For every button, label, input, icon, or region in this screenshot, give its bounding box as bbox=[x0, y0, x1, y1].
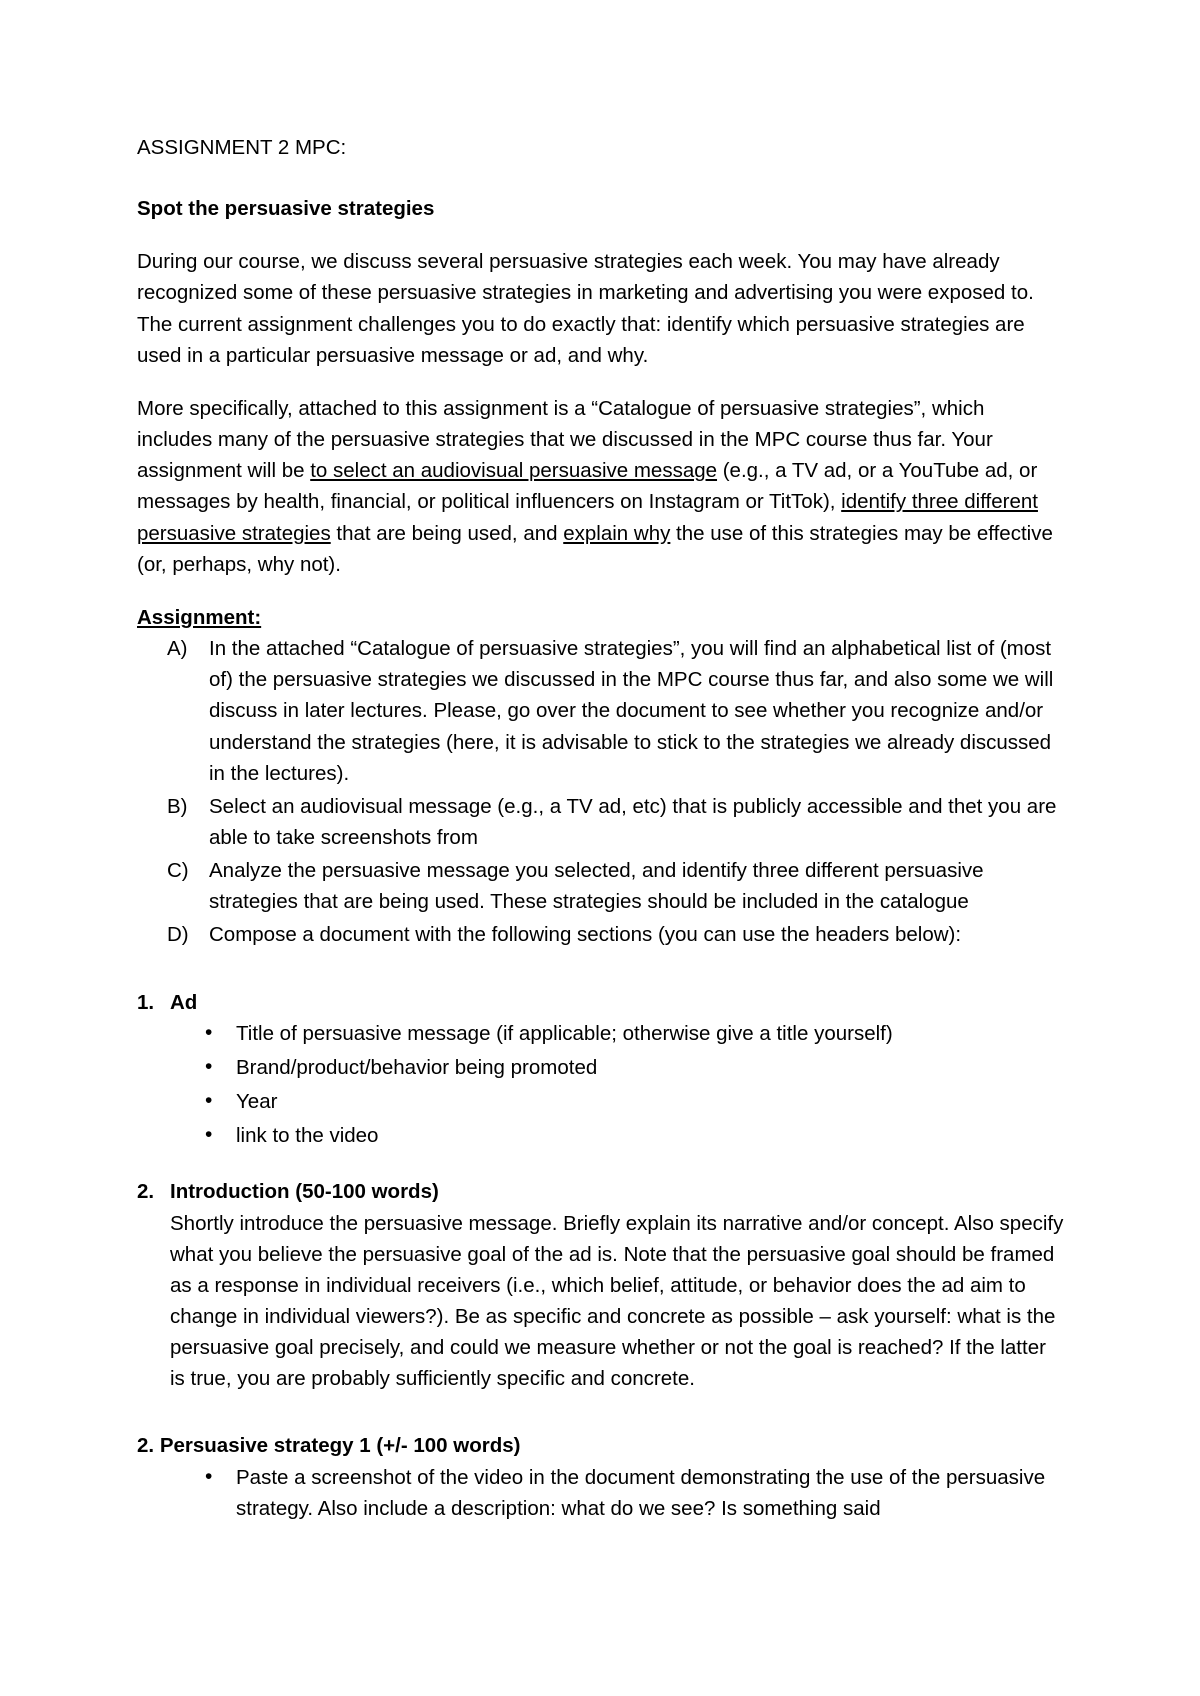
list-item-text: Select an audiovisual message (e.g., a TV ad, etc) that is publicly accessible and thet you are able to take screenshots from bbox=[209, 794, 1057, 849]
list-item-marker: A) bbox=[167, 637, 188, 661]
section-2-paragraph: Shortly introduce the persuasive message. Briefly explain its narrative and/or concept. Also specify what you believe the persuasive goal of the ad is. Note that the persuasive goal should be framed as a response in individual receivers (i.e., which belief, attitude, or behavior does the ad aim to change in individual viewers?). Be as specific and concrete as possible – ask yourself: what is the persuasive goal precisely, and could we measure whether or not the goal is reached? If the latter is true, you are probably sufficiently specific and concrete. bbox=[170, 1211, 1064, 1391]
document-body bbox=[137, 132, 1065, 1524]
list-item-text: Compose a document with the following sections (you can use the headers below): bbox=[209, 923, 962, 947]
section-spacer bbox=[137, 973, 1065, 987]
section-1-heading bbox=[137, 987, 1065, 1018]
list-item-text: Analyze the persuasive message you selected, and identify three different persuasive strategies that are being used. These strategies should be included in the catalogue bbox=[209, 859, 984, 914]
assignment-lettered-list bbox=[137, 633, 1065, 951]
document-subtitle: Spot the persuasive strategies bbox=[137, 197, 435, 221]
list-item bbox=[205, 1086, 1065, 1117]
list-item-text: Paste a screenshot of the video in the document demonstrating the use of the persuasive strategy. Also include a description: what do we see? Is something said bbox=[236, 1465, 1046, 1520]
second-paragraph-underline2: identify three different persuasive strategies bbox=[137, 490, 1038, 545]
section-spacer bbox=[137, 1154, 1065, 1176]
bullet-icon: • bbox=[205, 1123, 213, 1147]
section-1-number: 1. bbox=[137, 990, 155, 1014]
second-paragraph bbox=[137, 393, 1065, 580]
list-item bbox=[167, 919, 1065, 950]
section-3-number: 2. bbox=[137, 1434, 155, 1458]
section-3-title: Persuasive strategy 1 (+/- 100 words) bbox=[159, 1434, 521, 1458]
list-item bbox=[205, 1018, 1065, 1049]
second-paragraph-part1: More specifically, attached to this assignment is a “Catalogue of persuasive strategies”, which includes many of the persuasive strategies that we discussed in the MPC course thus far. Your assignment will be bbox=[137, 396, 993, 483]
list-item-text: Title of persuasive message (if applicable; otherwise give a title yourself) bbox=[236, 1021, 893, 1045]
list-item bbox=[167, 855, 1065, 917]
section-2-title: Introduction (50-100 words) bbox=[170, 1180, 439, 1204]
section-3-heading bbox=[137, 1430, 1065, 1461]
list-item-text: In the attached “Catalogue of persuasive strategies”, you will find an alphabetical list of (most of) the persuasive strategies we discussed in the MPC course thus far, and also some we will discuss in later lectures. Please, go over the document to see whether you recognize and/or understand the strategies (here, it is advisable to stick to the strategies we already discussed in the lectures). bbox=[209, 637, 1054, 785]
bullet-icon: • bbox=[205, 1089, 213, 1113]
list-item bbox=[205, 1462, 1065, 1524]
second-paragraph-underline1: to select an audiovisual persuasive message bbox=[310, 459, 718, 483]
section-2-number: 2. bbox=[137, 1180, 155, 1204]
list-item-text: link to the video bbox=[236, 1124, 379, 1148]
bullet-icon: • bbox=[205, 1464, 213, 1488]
list-item bbox=[205, 1052, 1065, 1083]
list-item-marker: D) bbox=[167, 923, 189, 947]
section-1-title: Ad bbox=[170, 990, 198, 1014]
second-paragraph-part2: (e.g., a TV ad, or a YouTube ad, or messages by health, financial, or political influencers on Instagram or TitTok), bbox=[137, 459, 1038, 514]
section-2-heading bbox=[137, 1176, 1065, 1207]
list-item bbox=[167, 791, 1065, 853]
list-item-text: Year bbox=[236, 1090, 278, 1114]
list-item bbox=[167, 633, 1065, 789]
second-paragraph-part3: that are being used, and bbox=[330, 521, 564, 545]
section-1-bullets bbox=[137, 1018, 1065, 1152]
bullet-icon: • bbox=[205, 1054, 213, 1078]
document-title: ASSIGNMENT 2 MPC: bbox=[137, 136, 347, 159]
list-item-marker: B) bbox=[167, 794, 188, 818]
bullet-icon: • bbox=[205, 1020, 213, 1044]
section-spacer bbox=[137, 1416, 1065, 1430]
intro-paragraph: During our course, we discuss several persuasive strategies each week. You may have already recognized some of these persuasive strategies in marketing and advertising you were exposed to. The current assignment challenges you to do exactly that: identify which persuasive strategies are used in a particular persuasive message or ad, and why. bbox=[137, 250, 1034, 367]
list-item-text: Brand/product/behavior being promoted bbox=[236, 1055, 598, 1079]
section-3-bullets bbox=[137, 1462, 1065, 1524]
list-item bbox=[205, 1120, 1065, 1151]
list-item-marker: C) bbox=[167, 859, 189, 883]
second-paragraph-underline3: explain why bbox=[563, 521, 671, 545]
second-paragraph-part4: the use of this strategies may be effective (or, perhaps, why not). bbox=[137, 521, 1053, 576]
assignment-heading: Assignment: bbox=[137, 605, 262, 629]
